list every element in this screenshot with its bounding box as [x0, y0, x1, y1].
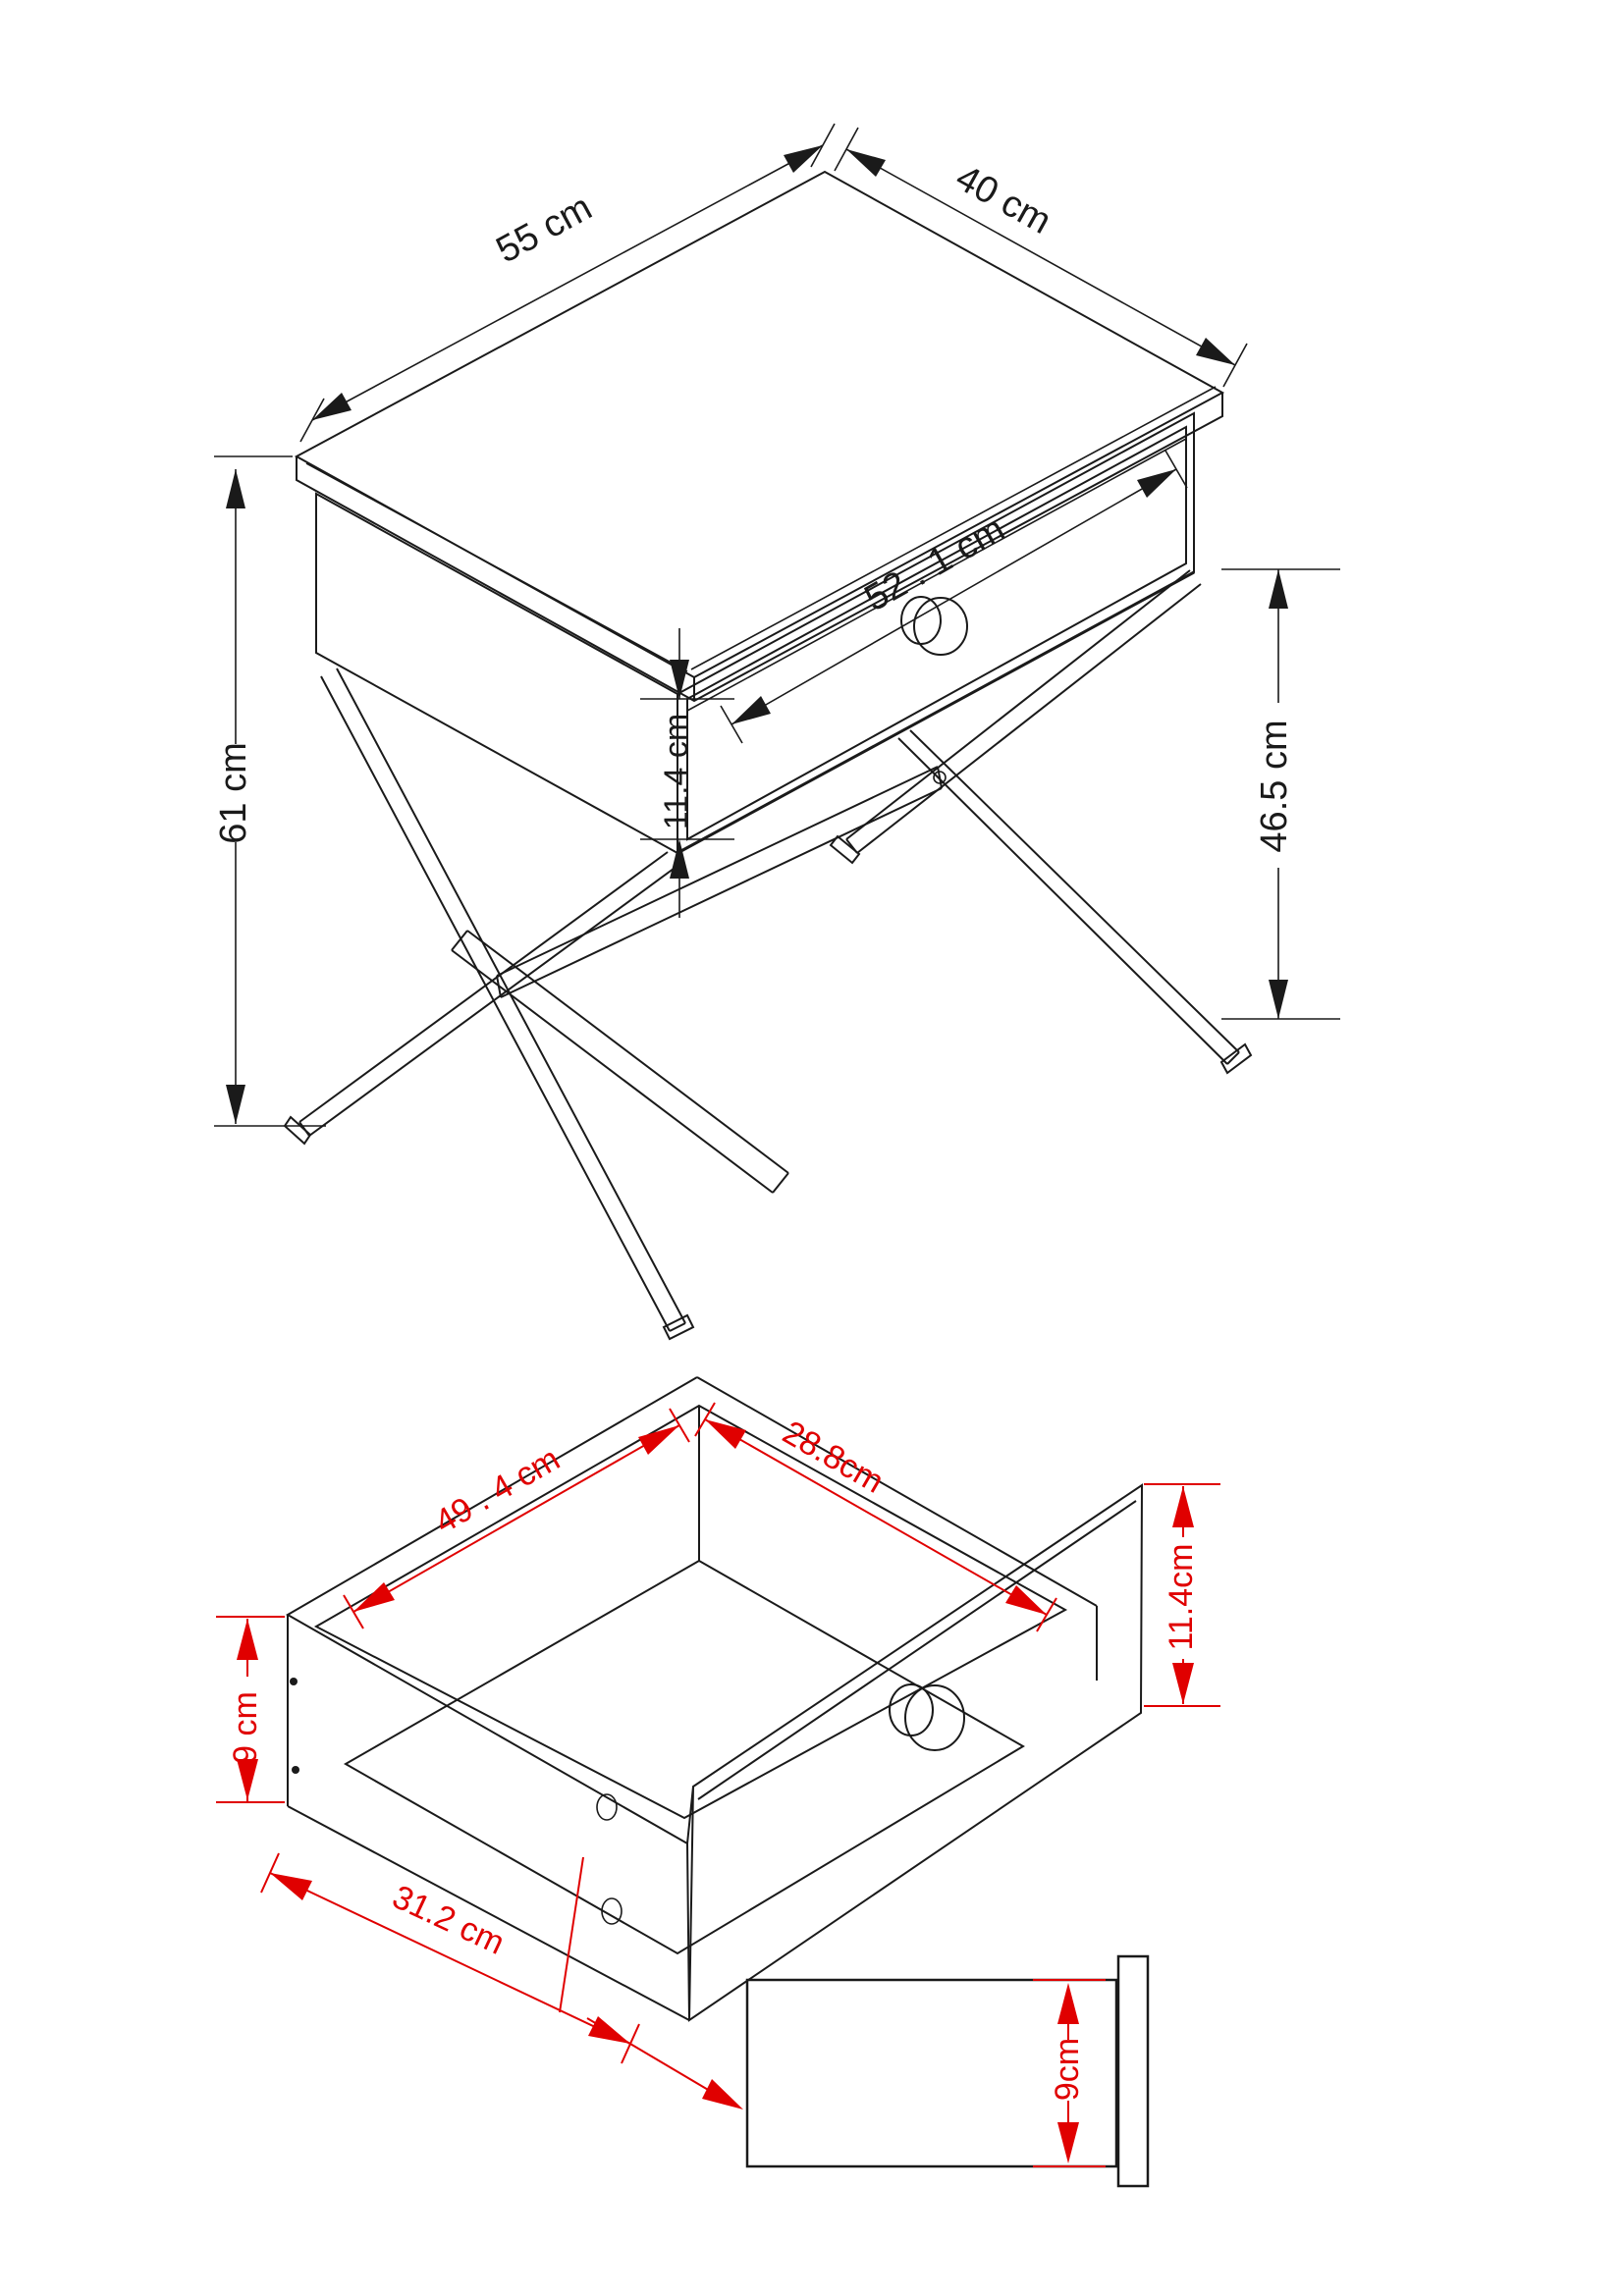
dim-side-panel-height	[216, 1617, 285, 1802]
screw-dot-icon	[290, 1678, 298, 1685]
drawer-knob-icon	[890, 1684, 933, 1735]
dim-side-panel-length-label: 31.2 cm	[386, 1878, 511, 1962]
right-leg-strut-b	[846, 570, 1201, 853]
left-leg-strut-a	[321, 668, 685, 1331]
screw-dot-icon	[292, 1766, 299, 1774]
drawer-front-panel	[687, 1485, 1142, 2020]
side-panel-view	[747, 1956, 1148, 2186]
dim-side-panel-height-label: 9 cm	[227, 1691, 264, 1764]
stretcher-bar	[497, 767, 942, 997]
dim-inner-depth-label: 28.8cm	[776, 1414, 891, 1501]
dim-inner-depth	[695, 1403, 1056, 1631]
drawer-side-bottom-edge	[288, 1806, 689, 2020]
dim-leg-height-label: 46.5 cm	[1254, 720, 1295, 853]
assembled-view	[213, 124, 1340, 1339]
dim-drawer-front-width	[721, 451, 1187, 743]
dim-panel-height-label: 9cm	[1049, 2037, 1086, 2102]
left-leg-strut-b	[299, 852, 677, 1136]
dim-overall-height-label: 61 cm	[213, 742, 254, 844]
dim-top-width-label: 55 cm	[489, 187, 599, 272]
drawer-knob-icon	[901, 597, 941, 644]
leader-arrow-icon	[702, 2079, 743, 2109]
dim-top-depth	[835, 128, 1247, 387]
dim-panel-height	[1033, 1980, 1106, 2166]
dim-side-panel-length	[261, 1853, 743, 2109]
dim-overall-height	[213, 456, 326, 1126]
tabletop-edge-detail	[306, 387, 1216, 671]
dim-front-panel-height-label: 11.4cm	[1163, 1543, 1200, 1651]
dim-drawer-front-height-label: 11.4 cm	[658, 713, 695, 830]
dim-top-depth-label: 40 cm	[948, 157, 1058, 242]
dim-top-width	[300, 124, 835, 442]
left-leg-strut-b-foot	[285, 1117, 310, 1144]
stretcher-rung	[452, 931, 788, 1193]
dim-inner-length-label: 49 . 4 cm	[428, 1440, 567, 1541]
drawer-floor	[346, 1561, 1023, 1953]
dim-drawer-front-width-label: 52 . 1 cm	[857, 507, 1012, 620]
dim-leg-height	[1221, 569, 1340, 1019]
front-panel-end-rect	[1118, 1956, 1148, 2186]
dim-front-panel-height	[1144, 1484, 1220, 1706]
right-leg-strut-b-foot	[831, 836, 859, 863]
tabletop-outline	[297, 172, 1222, 677]
